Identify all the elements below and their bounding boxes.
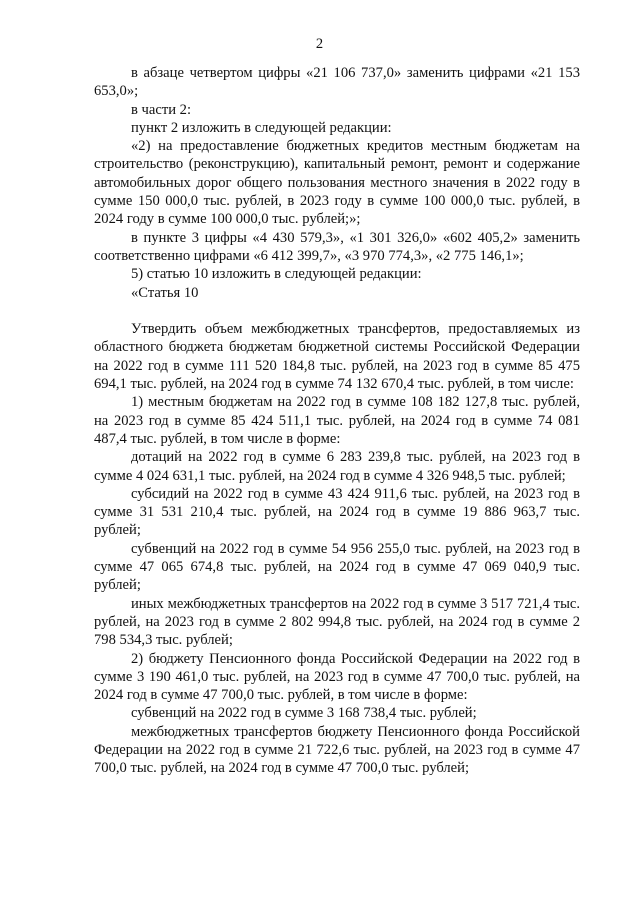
paragraph: Утвердить объем межбюджетных трансфертов, предоставляемых из областного бюджета бюджетам бюджетной системы Российской Федерации на 2022 год в сумме 111 520 184,8 тыс. рублей, на 2023 год в сумме 85 475 694,1 тыс. рублей, на 2024 год в сумме 74 132 670,4 тыс. рублей, в том числе:	[94, 321, 580, 393]
paragraph: субвенций на 2022 год в сумме 54 956 255,0 тыс. рублей, на 2023 год в сумме 47 065 674,8 тыс. рублей, на 2024 год в сумме 47 069 040,9 тыс. рублей;	[94, 540, 580, 594]
paragraph: субсидий на 2022 год в сумме 43 424 911,6 тыс. рублей, на 2023 год в сумме 31 531 210,4 тыс. рублей, на 2024 год в сумме 19 886 963,7 тыс. рублей;	[94, 485, 580, 539]
paragraph: «2) на предоставление бюджетных кредитов местным бюджетам на строительство (реконструкцию), капитальный ремонт, ремонт и содержание автомобильных дорог общего пользования местного значения в 2022 году в сумме 150 000,0 тыс. рублей, в 2023 году в сумме 100 000,0 тыс. рублей, в 2024 году в сумме 100 000,0 тыс. рублей;»;	[94, 138, 580, 228]
paragraph: в пункте 3 цифры «4 430 579,3», «1 301 326,0» «602 405,2» заменить соответственно цифрами «6 412 399,7», «3 970 774,3», «2 775 146,1»;	[94, 229, 580, 264]
paragraph: 5) статью 10 изложить в следующей редакции:	[131, 266, 422, 283]
paragraph: в части 2:	[131, 101, 192, 118]
paragraph: субвенций на 2022 год в сумме 3 168 738,4 тыс. рублей;	[131, 705, 477, 722]
paragraph: дотаций на 2022 год в сумме 6 283 239,8 тыс. рублей, на 2023 год в сумме 4 024 631,1 тыс. рублей, на 2024 год в сумме 4 326 948,5 тыс. рублей;	[94, 449, 580, 484]
document-body	[94, 64, 580, 778]
paragraph: иных межбюджетных трансфертов на 2022 год в сумме 3 517 721,4 тыс. рублей, на 2023 год в сумме 2 802 994,8 тыс. рублей, на 2024 год в сумме 2 798 534,3 тыс. рублей;	[94, 595, 580, 649]
paragraph: пункт 2 изложить в следующей редакции:	[131, 119, 392, 136]
article-heading: «Статья 10	[131, 284, 199, 301]
paragraph: 2) бюджету Пенсионного фонда Российской Федерации на 2022 год в сумме 3 190 461,0 тыс. рублей, на 2023 год в сумме 47 700,0 тыс. рублей, на 2024 год в сумме 47 700,0 тыс. рублей, в том числе в форме:	[94, 650, 580, 704]
paragraph: 1) местным бюджетам на 2022 год в сумме 108 182 127,8 тыс. рублей, на 2023 год в сумме 85 424 511,1 тыс. рублей, на 2024 год в сумме 74 081 487,4 тыс. рублей, в том числе в форме:	[94, 394, 580, 447]
page-number: 2	[315, 36, 324, 52]
paragraph: в абзаце четвертом цифры «21 106 737,0» заменить цифрами «21 153 653,0»;	[94, 65, 580, 100]
paragraph: межбюджетных трансфертов бюджету Пенсионного фонда Российской Федерации на 2022 год в сумме 21 722,6 тыс. рублей, на 2023 год в сумме 47 700,0 тыс. рублей, на 2024 год в сумме 47 700,0 тыс. рублей;	[94, 723, 580, 777]
